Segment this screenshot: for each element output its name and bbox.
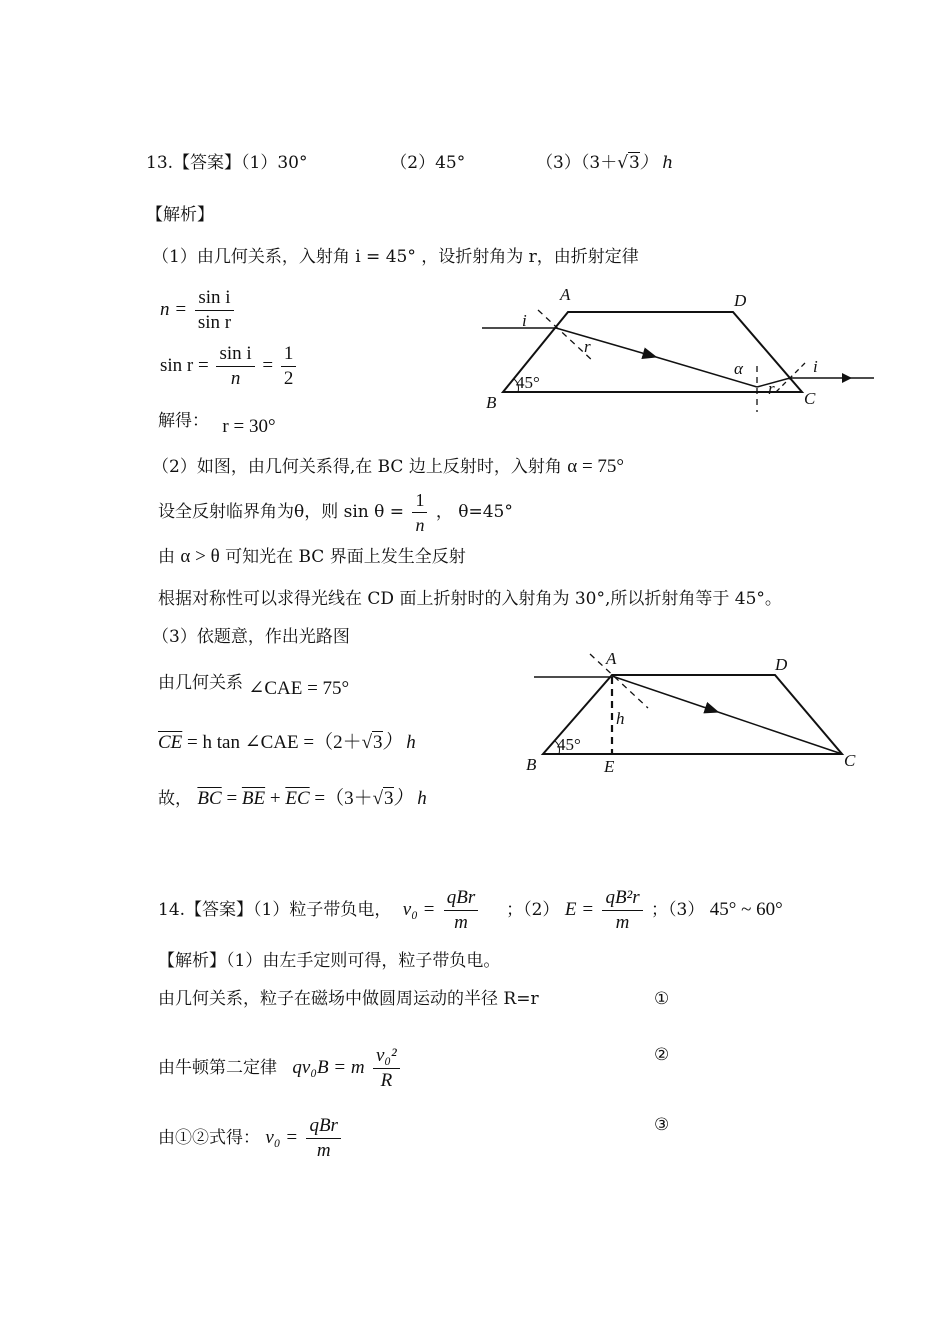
label-h: h: [616, 709, 625, 728]
label-A: A: [560, 285, 571, 304]
q13-paragraph-2: （2）如图，由几何关系得,在 BC 边上反射时，入射角 α = 75°: [152, 456, 625, 477]
label-B: B: [486, 393, 497, 412]
q13-paragraph-5: 根据对称性可以求得光线在 CD 面上折射时的入射角为 30°,所以折射角等于 45°。: [158, 589, 782, 609]
label-r: r: [584, 337, 591, 356]
label-angle-45: 45°: [516, 373, 540, 392]
normal-a-2: [590, 654, 648, 708]
q13-answer-2: （2）45°: [390, 153, 466, 173]
q13-paragraph-4: 由 α > θ 可知光在 BC 界面上发生全反射: [158, 546, 466, 567]
q13-paragraph-7: 由几何关系 ∠CAE = 75°: [158, 673, 350, 699]
label-i-right: i: [813, 357, 818, 376]
q13-paragraph-3: 设全反射临界角为θ，则 sin θ = $\frac{1}{n}$ ， θ=45°: [158, 490, 513, 535]
equation-sin-r: sin r = $\frac{\text{sin i}}{n}$ = $\frac{1}{2}$: [160, 342, 299, 391]
q14-marker-1: ①: [654, 989, 670, 1009]
q13-title: 13.【答案】（1）30°: [146, 153, 308, 173]
q14-answer-line: 14.【答案】（1）粒子带负电， v₀ = $\frac{\text{qBr}}{m}$ ；（2） E = $\frac{\text{qB²r}}{m}$ ；（3） 45° ~ 60°: [158, 887, 783, 933]
q13-jiexi-heading: 【解析】: [146, 205, 214, 225]
label-C-2: C: [844, 751, 856, 770]
label-D: D: [734, 291, 747, 310]
q14-marker-2: ②: [654, 1045, 670, 1065]
equation-ce: $\overline{CE} = h$ tan ∠CAE =（2＋√3） h: [158, 732, 416, 753]
label-E: E: [604, 757, 615, 776]
q13-paragraph-1: （1）由几何关系，入射角 i = 45° ，设折射角为 r，由折射定律: [152, 247, 639, 267]
label-i-left: i: [522, 311, 527, 330]
q13-answer-3: （3）（3＋√3） h: [536, 153, 674, 173]
label-C: C: [804, 389, 816, 408]
q13-result-r: 解得： r = 30°: [158, 411, 276, 437]
q14-line-3: 由牛顿第二定律 qv₀B = m $\frac{\text{v₀²}}{R}$: [158, 1044, 403, 1093]
label-angle-45-2: 45°: [557, 735, 581, 754]
q13-paragraph-6: （3）依题意，作出光路图: [152, 627, 350, 647]
q14-marker-3: ③: [654, 1115, 670, 1135]
q14-jiexi: 【解析】（1）由左手定则可得，粒子带负电。: [158, 951, 501, 971]
equation-refractive-index: n = $\frac{\text{sin i}}{\text{sin r}}$: [160, 286, 237, 335]
equation-bc: 故， $\overline{BC} = \overline{BE} + \overline{EC} =(3+√3)$ h: [158, 788, 427, 809]
label-A-2: A: [606, 649, 617, 668]
q14-line-2: 由几何关系，粒子在磁场中做圆周运动的半径 R=r: [158, 989, 539, 1009]
label-D-2: D: [775, 655, 788, 674]
q14-line-4: 由①②式得： v₀ = $\frac{\text{qBr}}{m}$: [158, 1114, 344, 1163]
ray-ac: [612, 676, 718, 712]
label-alpha: α: [734, 359, 743, 378]
label-B-2: B: [526, 755, 537, 774]
label-r-right: r: [768, 379, 775, 398]
trapezoid-outline-2: [543, 675, 842, 754]
